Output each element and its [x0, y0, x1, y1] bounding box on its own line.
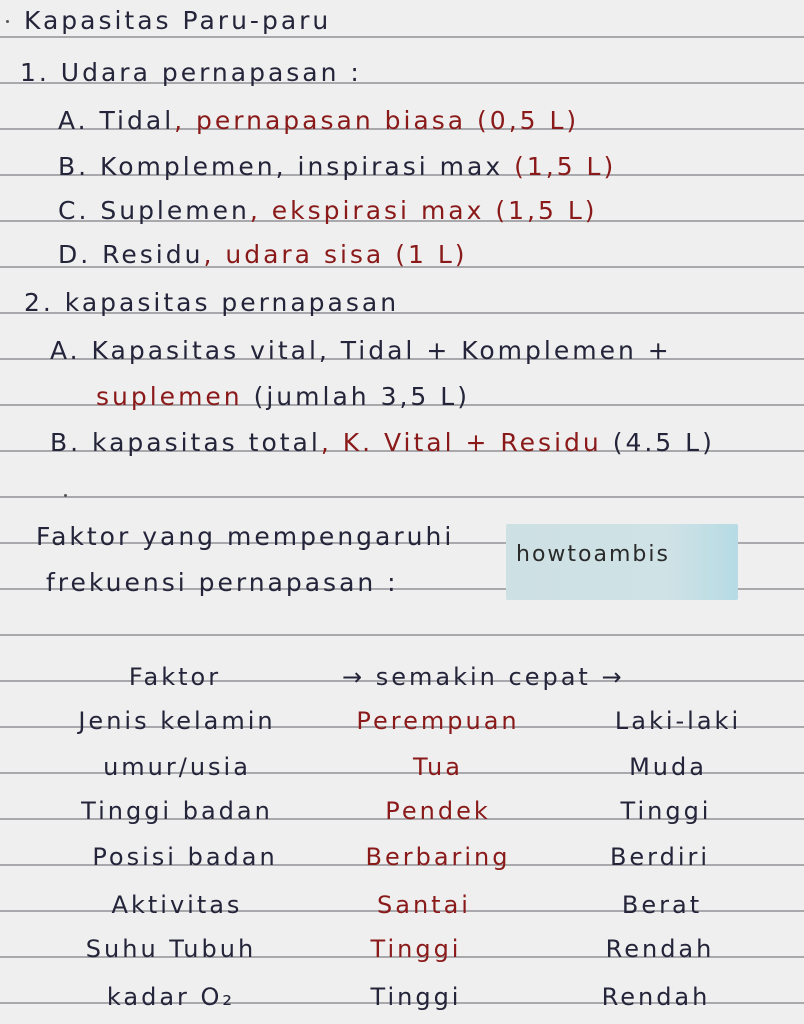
vital-formula: , Tidal + Komplemen + — [318, 336, 672, 365]
item-suplemen — [58, 196, 598, 226]
item-value: (1,5 L) — [514, 152, 617, 181]
kapasitas-vital-line2 — [96, 382, 470, 412]
row-left: Tinggi — [370, 983, 462, 1011]
row-faktor: kadar O₂ — [106, 983, 236, 1011]
row-right: Berdiri — [609, 843, 711, 871]
total-value: (4.5 L) — [612, 428, 715, 457]
total-formula: , K. Vital + Residu — [320, 428, 602, 457]
item-desc: , inspirasi max — [275, 152, 504, 181]
section-2-heading: 2. kapasitas pernapasan — [24, 288, 400, 317]
item-desc: , udara sisa — [203, 240, 385, 269]
item-label: D. Residu — [58, 240, 204, 269]
row-left: Tua — [413, 753, 463, 781]
vital-suplemen: suplemen — [96, 382, 243, 411]
margin-dot — [64, 494, 67, 497]
vital-total: (jumlah 3,5 L) — [253, 382, 470, 411]
watermark-text: howtoambis — [516, 542, 670, 567]
row-faktor: umur/usia — [103, 753, 251, 781]
row-right: Tinggi — [620, 797, 712, 825]
item-label: B. Komplemen — [58, 152, 276, 181]
kapasitas-vital-line1 — [50, 336, 672, 366]
row-faktor: Aktivitas — [111, 891, 243, 919]
margin-dot — [6, 20, 9, 23]
total-label: B. kapasitas total — [50, 428, 321, 457]
row-left: Santai — [377, 891, 471, 919]
section-1-heading: 1. Udara pernapasan : — [20, 58, 362, 87]
factors-heading-line2: frekuensi pernapasan : — [46, 568, 399, 597]
item-label: A. Tidal — [58, 106, 175, 135]
row-right: Rendah — [601, 983, 711, 1011]
item-tidal — [58, 106, 579, 136]
item-value: (1 L) — [395, 240, 468, 269]
row-right: Berat — [621, 891, 703, 919]
row-faktor: Posisi badan — [92, 843, 278, 871]
row-left: Pendek — [385, 797, 491, 825]
row-faktor: Jenis kelamin — [78, 707, 276, 735]
item-residu — [58, 240, 468, 270]
row-right: Rendah — [605, 935, 715, 963]
row-faktor: Suhu Tubuh — [85, 935, 257, 963]
table-header-speed: → semakin cepat → — [342, 663, 625, 691]
item-desc: , ekspirasi max — [249, 196, 485, 225]
factors-heading-line1: Faktor yang mempengaruhi — [36, 522, 455, 551]
kapasitas-total-line — [50, 428, 715, 458]
row-left: Tinggi — [370, 935, 462, 963]
item-value: (0,5 L) — [477, 106, 580, 135]
row-right: Muda — [629, 753, 707, 781]
row-left: Berbaring — [365, 843, 511, 871]
row-left: Perempuan — [356, 707, 520, 735]
vital-label: A. Kapasitas vital — [50, 336, 319, 365]
item-desc: , pernapasan biasa — [174, 106, 467, 135]
row-right: Laki-laki — [614, 707, 742, 735]
page-title: Kapasitas Paru-paru — [24, 6, 332, 35]
item-label: C. Suplemen — [58, 196, 250, 225]
item-value: (1,5 L) — [495, 196, 598, 225]
row-faktor: Tinggi badan — [81, 797, 273, 825]
item-komplemen — [58, 152, 616, 182]
table-header-faktor: Faktor — [128, 663, 222, 691]
watermark-sticker — [506, 524, 738, 600]
